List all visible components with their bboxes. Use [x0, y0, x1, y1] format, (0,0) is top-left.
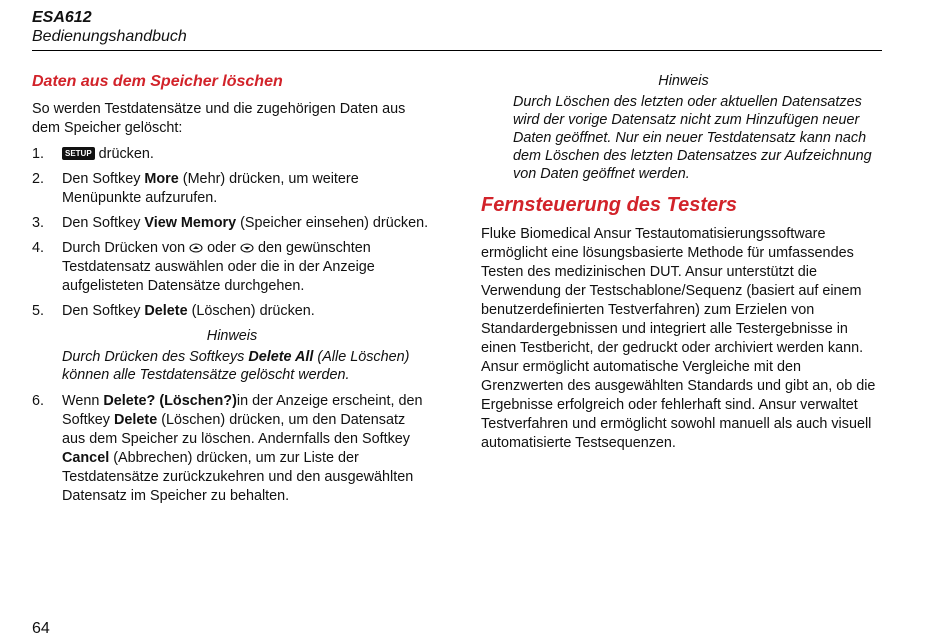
step-5	[32, 302, 432, 321]
note-title: Hinweis	[206, 328, 258, 344]
header-rule	[32, 50, 882, 51]
step-3	[32, 214, 432, 233]
note-text: Durch Löschen des letzten oder aktuellen Datensatzes wird der vorige Datensatz nicht zum Hinzufügen neuer Daten geöffnet. Nur ein neuer Testdatensatz kann nach dem Löschen des letzten Datensatzes zur Aufzeichnung von Daten geöffnet werden.	[513, 94, 872, 182]
setup-key-icon: SETUP	[62, 147, 95, 160]
softkey-view-memory: View Memory	[144, 215, 237, 231]
step-text: den gewünschten Testdatensatz auswählen oder die in der Anzeige aufgelisteten Datensätze durchgehen.	[62, 240, 375, 294]
right-column	[481, 72, 886, 453]
step-text: in der Anzeige erscheint, den Softkey	[62, 393, 423, 428]
step-number: 5.	[32, 303, 45, 319]
document-subtitle: Bedienungshandbuch	[32, 28, 187, 45]
softkey-more: More	[144, 171, 179, 187]
step-number: 6.	[32, 393, 45, 409]
left-column	[32, 72, 432, 512]
step-text: (Abbrechen) drücken, um zur Liste der Testdatensätze zurückzukehren und den ausgewählten Datensatz im Speicher zu behalten.	[62, 450, 414, 504]
step-text: Den Softkey	[62, 303, 145, 319]
softkey-cancel: Cancel	[62, 450, 110, 466]
step-number: 1.	[32, 146, 45, 162]
softkey-delete: Delete	[114, 412, 158, 428]
step-text: (Speicher einsehen) drücken.	[236, 215, 429, 231]
softkey-delete-all: Delete All	[248, 349, 314, 365]
step-number: 2.	[32, 171, 45, 187]
step-2	[32, 170, 432, 208]
display-message-delete: Delete? (Löschen?)	[103, 393, 237, 409]
step-1	[32, 145, 432, 164]
step-text: (Löschen) drücken, um den Datensatz aus dem Speicher zu löschen. Andernfalls den Softkey	[62, 412, 410, 447]
page-header	[32, 8, 882, 46]
step-6	[32, 392, 432, 506]
step-text: Wenn	[62, 393, 104, 409]
arrow-up-icon	[189, 243, 203, 253]
step-number: 3.	[32, 215, 45, 231]
step-text: drücken.	[98, 146, 154, 162]
intro-text: So werden Testdatensätze und die zugehörigen Daten aus dem Speicher gelöscht:	[32, 101, 406, 136]
note-text-part: Durch Drücken des Softkeys	[62, 349, 249, 365]
step-text: oder	[207, 240, 236, 256]
note-text-part: (Alle Löschen) können alle Testdatensätze gelöscht werden.	[62, 349, 410, 383]
step-number: 4.	[32, 240, 45, 256]
step-text: Den Softkey	[62, 215, 145, 231]
step-text: (Mehr) drücken, um weitere Menüpunkte aufzurufen.	[62, 171, 359, 206]
note-text	[32, 348, 432, 384]
page-number: 64	[32, 620, 50, 637]
arrow-down-icon	[240, 243, 254, 253]
step-text: Den Softkey	[62, 171, 145, 187]
step-text: (Löschen) drücken.	[187, 303, 315, 319]
section-heading-delete-memory: Daten aus dem Speicher löschen	[32, 73, 283, 90]
softkey-delete: Delete	[144, 303, 188, 319]
note-title: Hinweis	[658, 73, 709, 89]
step-4	[32, 239, 432, 296]
step-text: Durch Drücken von	[62, 240, 186, 256]
body-text: Fluke Biomedical Ansur Testautomatisierungssoftware ermöglicht eine lösungsbasierte Methode für umfassendes Testen des medizinischen DUT. Ansur unterstützt die Verwendung der Testschablone/Sequenz (basiert auf einem benutzerdefinierten Testverfahren) zum Erzielen von Standardergebnissen und integriert alle Testergebnisse in einen Testbericht, der gedruckt oder archiviert werden kann. Ansur ermöglicht automatische Vergleiche mit den Grenzwerten des ausgewählten Standards und gibt an, ob die Ergebnisse erfolgreich oder fehlerhaft sind. Ansur verwaltet Testverfahren und ermöglicht sowohl manuell als auch visuell automatisierte Testsequenzen.	[481, 226, 876, 451]
document-title: ESA612	[32, 9, 92, 26]
section-heading-remote-control: Fernsteuerung des Testers	[481, 194, 738, 216]
